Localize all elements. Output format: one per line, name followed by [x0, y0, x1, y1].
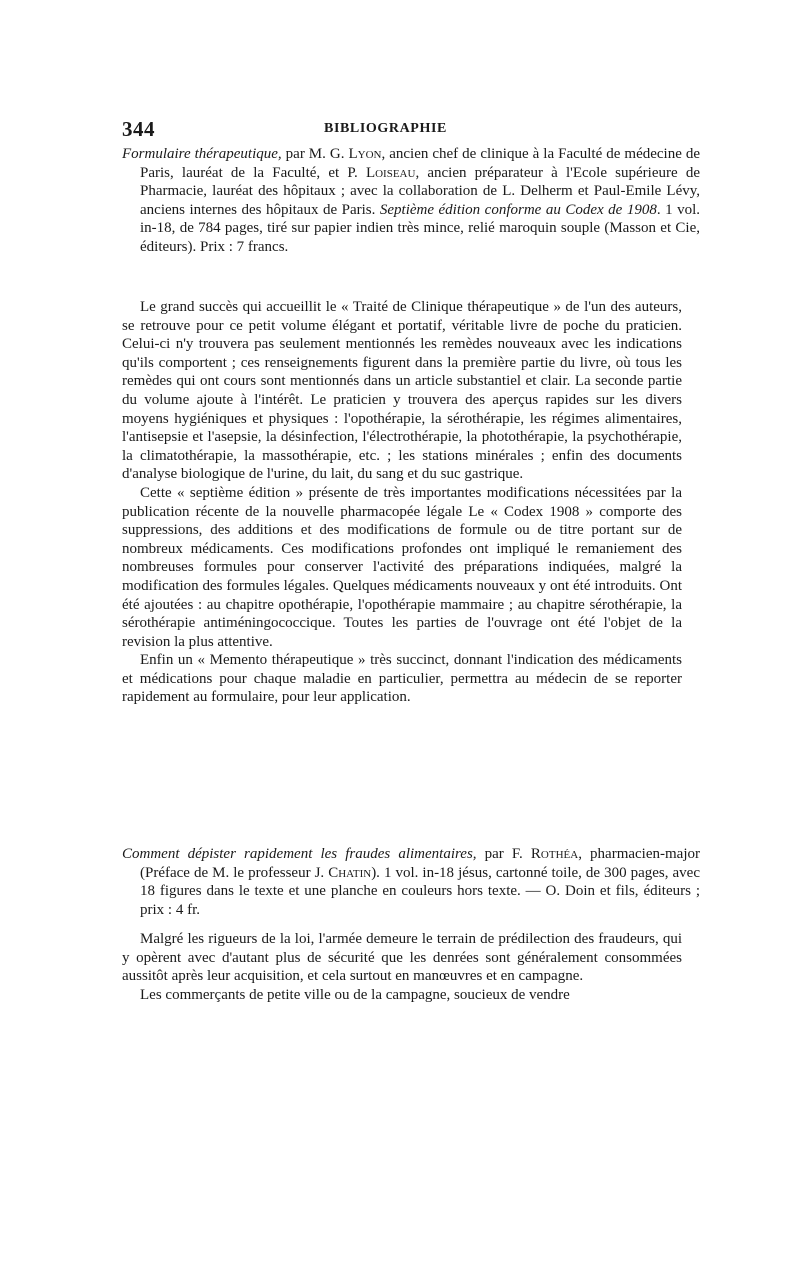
- running-title: BIBLIOGRAPHIE: [324, 121, 447, 136]
- author-name: Loiseau: [365, 164, 416, 181]
- author-name: Chatin: [328, 864, 372, 881]
- reference-text: par M. G.: [281, 146, 349, 162]
- page-header: [122, 117, 682, 141]
- bibliographic-reference-1: [122, 145, 700, 257]
- book-title: Comment dépister rapidement les fraudes alimentaires,: [122, 846, 477, 862]
- bibliographic-reference-2: [122, 845, 700, 919]
- reference-text: . 1 vol. in-18, de 784 pages, tiré sur papier indien très mince, relié maroquin souple (Masson et Cie, éditeurs). Prix : 7 francs.: [140, 201, 701, 255]
- review-paragraph: Malgré les rigueurs de la loi, l'armée demeure le terrain de prédilection des fraudeurs, qui y opèrent avec d'autant plus de sécurité que les denrées sont généralement consommées aussitôt après leur acquisition, et cela surtout en manœuvres et en campagne.: [122, 931, 682, 985]
- review-paragraph: Cette « septième édition » présente de très importantes modifications nécessitées par la publication récente de la nouvelle pharmacopée légale Le « Codex 1908 » comporte des suppressions, des additions et des modifications de formule ou de titre portant sur de nombreux médicaments. Ces modifications profondes ont impliqué le remaniement des nombreuses formules pour conserver l'activité des préparations indiquées, malgré la modification des formules légales. Quelques médicaments nouveaux y ont été introduits. Ont été ajoutées : au chapitre opothérapie, l'opothérapie mammaire ; au chapitre sérothérapie, la sérothérapie antiméningococcique. Toutes les parties de l'ouvrage ont été l'objet de la revision la plus attentive.: [122, 484, 682, 650]
- review-paragraph: Enfin un « Memento thérapeutique » très succinct, donnant l'indication des médicaments et médications pour chaque maladie en particulier, permettra au médecin de se reporter rapidement au formulaire, pour leur application.: [122, 652, 682, 706]
- reference-text: , pharmacien-major (Préface de M. le professeur J.: [140, 846, 700, 881]
- review-paragraph: Le grand succès qui accueillit le « Traité de Clinique thérapeutique » de l'un des auteurs, se retrouve pour ce petit volume élégant et portatif, véritable livre de poche du praticien. Celui-ci n'y trouvera pas seulement mentionnés les remèdes nouveaux avec les indications qu'ils comportent ; ces renseignements figurent dans la première partie du livre, où tous les remèdes qui ont cours sont mentionnés dans un article substantiel et clair. La seconde partie du volume ajoute à l'intérêt. Le praticien y trouvera des aperçus rapides sur les divers moyens hygiéniques et physiques : l'opothérapie, la sérothérapie, les régimes alimentaires, l'antisepsie et l'asepsie, la désinfection, l'électrothérapie, la photothérapie, la psychothérapie, la climatothérapie, la massothérapie, etc. ; les stations minérales ; enfin des documents d'analyse biologique de l'urine, du lait, du sang et du suc gastrique.: [122, 299, 682, 483]
- review-body-1: [122, 298, 682, 707]
- page-number: 344: [122, 117, 155, 141]
- author-name: Rothéa: [530, 846, 579, 862]
- reference-text: , ancien préparateur à l'Ecole supérieure de Pharmacie, lauréat des hôpitaux ; avec la collaboration de L. Delherm et Paul-Emile Lévy, anciens internes des hôpitaux de Paris.: [140, 164, 700, 218]
- edition-note: Septième édition conforme au Codex de 1908: [379, 201, 657, 218]
- reference-text: par F.: [476, 846, 531, 862]
- review-body-2: [122, 930, 682, 1004]
- reference-text: , ancien chef de clinique à la Faculté de médecine de Paris, lauréat de la Faculté, et P.: [140, 146, 701, 181]
- reference-text: ). 1 vol. in-18 jésus, cartonné toile, de 300 pages, avec 18 figures dans le texte et une planche en couleurs hors texte. — O. Doin et fils, éditeurs ; prix : 4 fr.: [140, 864, 700, 918]
- book-title: Formulaire thérapeutique,: [122, 146, 282, 162]
- review-paragraph: Les commerçants de petite ville ou de la campagne, soucieux de vendre: [140, 986, 570, 1003]
- author-name: Lyon: [348, 146, 382, 162]
